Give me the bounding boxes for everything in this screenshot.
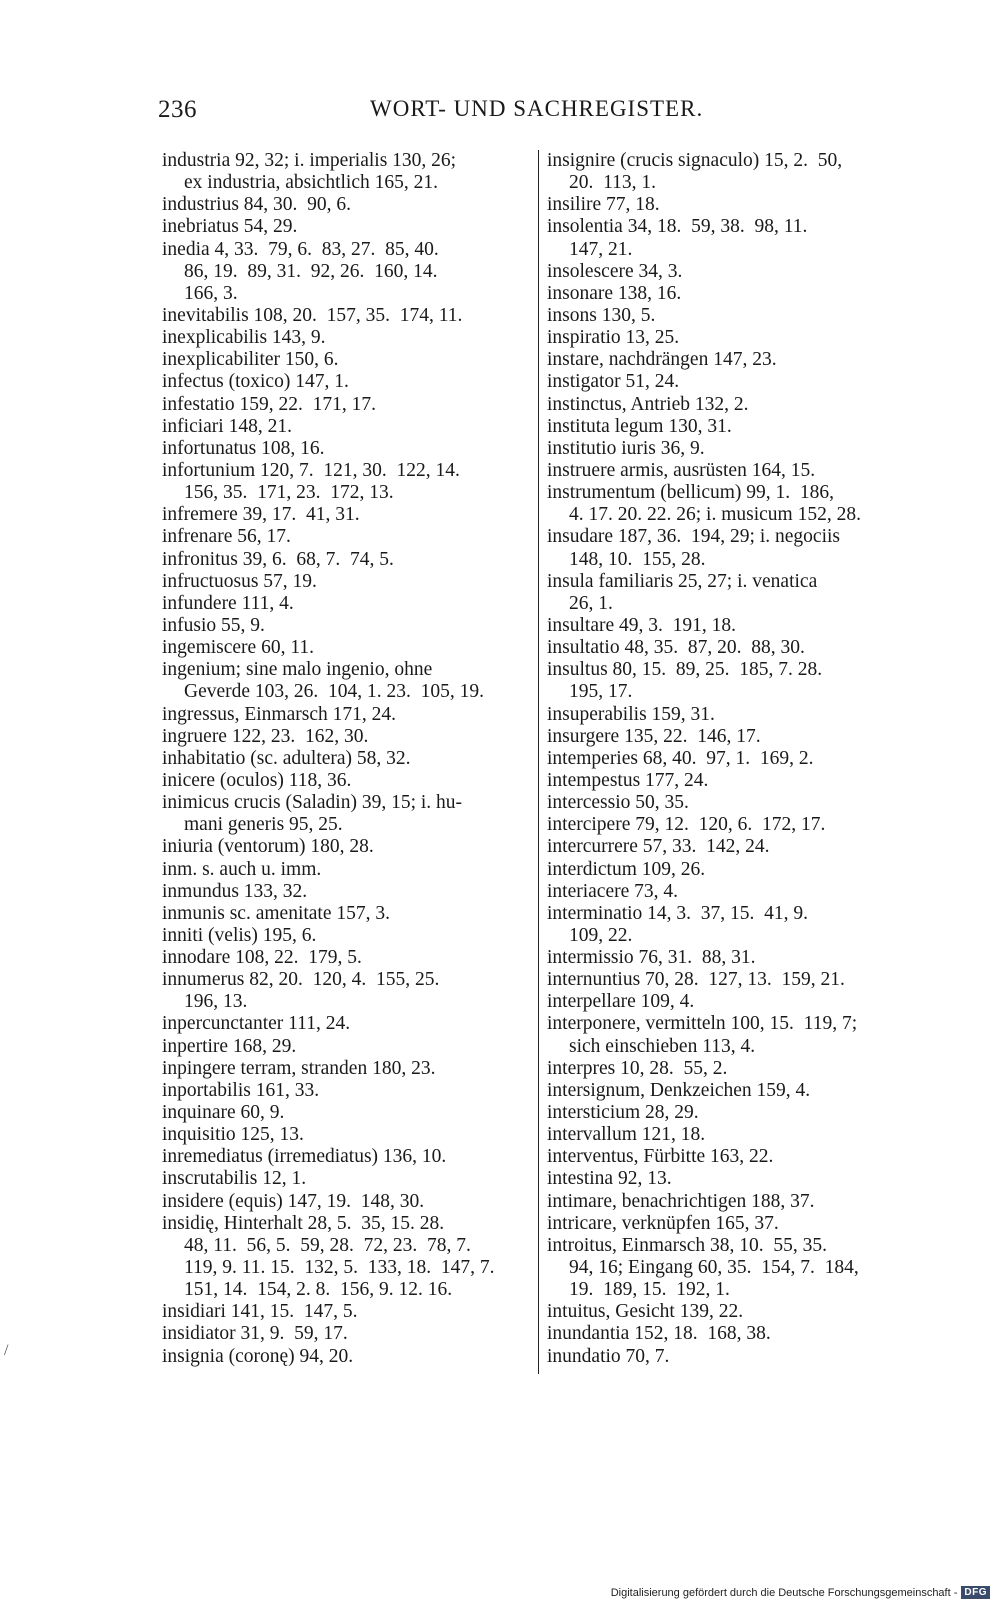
- index-entry: intercessio 50, 35.: [547, 792, 689, 814]
- index-entry: infundere 111, 4.: [162, 592, 294, 614]
- index-entry: inmunis sc. amenitate 157, 3.: [162, 902, 391, 924]
- index-entry-continuation: 26, 1.: [569, 592, 613, 614]
- index-entry-continuation: 151, 14. 154, 2. 8. 156, 9. 12. 16.: [184, 1279, 453, 1301]
- index-entry: insudare 187, 36. 194, 29; i. negociis: [547, 526, 841, 548]
- index-entry-continuation: 19. 189, 15. 192, 1.: [569, 1279, 730, 1301]
- index-entry: inicere (oculos) 118, 36.: [162, 769, 352, 791]
- index-entry: inebriatus 54, 29.: [162, 216, 298, 238]
- index-entry: interiacere 73, 4.: [547, 880, 679, 902]
- footer: [611, 1586, 990, 1599]
- index-entry: inedia 4, 33. 79, 6. 83, 27. 85, 40.: [162, 238, 439, 260]
- index-entry-continuation: 94, 16; Eingang 60, 35. 154, 7. 184,: [569, 1257, 859, 1279]
- index-entry: inficiari 148, 21.: [162, 415, 292, 437]
- index-entry-continuation: 20. 113, 1.: [569, 172, 657, 194]
- page-number: 236: [158, 96, 197, 123]
- index-entry: inm. s. auch u. imm.: [162, 858, 322, 880]
- index-entry: insultatio 48, 35. 87, 20. 88, 30.: [547, 637, 805, 659]
- index-entry: insultare 49, 3. 191, 18.: [547, 614, 737, 636]
- index-entry-continuation: 119, 9. 11. 15. 132, 5. 133, 18. 147, 7.: [184, 1257, 495, 1279]
- index-entry: industria 92, 32; i. imperialis 130, 26;: [162, 150, 457, 171]
- index-entry: intermissio 76, 31. 88, 31.: [547, 947, 756, 969]
- index-entry: insons 130, 5.: [547, 304, 656, 326]
- index-entry: ingemiscere 60, 11.: [162, 637, 314, 659]
- index-entry-continuation: 109, 22.: [569, 924, 633, 946]
- index-entry: intervallum 121, 18.: [547, 1124, 706, 1146]
- index-entry-continuation: 4. 17. 20. 22. 26; i. musicum 152, 28.: [569, 504, 861, 526]
- right-index-column: [547, 150, 915, 1368]
- index-entry: interminatio 14, 3. 37, 15. 41, 9.: [547, 902, 809, 924]
- index-entry: inmundus 133, 32.: [162, 880, 308, 902]
- index-entry: ingruere 122, 23. 162, 30.: [162, 725, 369, 747]
- index-entry: inimicus crucis (Saladin) 39, 15; i. hu-: [162, 792, 463, 814]
- index-entry: infortunatus 108, 16.: [162, 437, 325, 459]
- index-entry: intricare, verknüpfen 165, 37.: [547, 1212, 779, 1234]
- index-entry: inspiratio 13, 25.: [547, 327, 680, 349]
- index-entry-continuation: ex industria, absichtlich 165, 21.: [184, 172, 438, 194]
- index-entry: insuperabilis 159, 31.: [547, 703, 715, 725]
- index-entry: inundantia 152, 18. 168, 38.: [547, 1323, 771, 1345]
- index-entry: insonare 138, 16.: [547, 282, 682, 304]
- index-entry: insignire (crucis signaculo) 15, 2. 50,: [547, 150, 843, 171]
- index-entry: inhabitatio (sc. adultera) 58, 32.: [162, 747, 411, 769]
- left-index-column: [162, 150, 528, 1368]
- index-entry: insultus 80, 15. 89, 25. 185, 7. 28.: [547, 659, 823, 681]
- index-entry: intimare, benachrichtigen 188, 37.: [547, 1190, 815, 1212]
- index-entry: innodare 108, 22. 179, 5.: [162, 947, 362, 969]
- index-entry: instinctus, Antrieb 132, 2.: [547, 393, 749, 415]
- index-entry: inquisitio 125, 13.: [162, 1124, 304, 1146]
- index-entry: industrius 84, 30. 90, 6.: [162, 194, 352, 216]
- index-entry-continuation: 196, 13.: [184, 991, 248, 1013]
- index-entry: innumerus 82, 20. 120, 4. 155, 25.: [162, 969, 440, 991]
- index-entry: infrenare 56, 17.: [162, 526, 291, 548]
- index-entry: intercipere 79, 12. 120, 6. 172, 17.: [547, 814, 826, 836]
- index-entry: inevitabilis 108, 20. 157, 35. 174, 11.: [162, 304, 463, 326]
- index-entry: inpertire 168, 29.: [162, 1035, 297, 1057]
- index-entry: infortunium 120, 7. 121, 30. 122, 14.: [162, 459, 460, 481]
- index-entry: insolescere 34, 3.: [547, 260, 683, 282]
- index-entry: intemperies 68, 40. 97, 1. 169, 2.: [547, 747, 814, 769]
- index-entry: instituta legum 130, 31.: [547, 415, 732, 437]
- index-entry: interponere, vermitteln 100, 15. 119, 7;: [547, 1013, 858, 1035]
- index-entry: internuntius 70, 28. 127, 13. 159, 21.: [547, 969, 845, 991]
- running-head: WORT- UND SACHREGISTER.: [370, 96, 704, 121]
- index-entry: infronitus 39, 6. 68, 7. 74, 5.: [162, 548, 394, 570]
- index-entry: intempestus 177, 24.: [547, 769, 709, 791]
- index-entry: insidere (equis) 147, 19. 148, 30.: [162, 1190, 425, 1212]
- index-entry: intuitus, Gesicht 139, 22.: [547, 1301, 744, 1323]
- index-entry: inportabilis 161, 33.: [162, 1079, 320, 1101]
- dfg-logo: DFG: [961, 1586, 990, 1599]
- index-entry: insignia (coronę) 94, 20.: [162, 1345, 354, 1367]
- column-rule: [538, 150, 539, 1374]
- index-entry: inremediatus (irremediatus) 136, 10.: [162, 1146, 447, 1168]
- index-entry-continuation: 48, 11. 56, 5. 59, 28. 72, 23. 78, 7.: [184, 1234, 471, 1256]
- index-entry: infusio 55, 9.: [162, 614, 265, 636]
- index-entry: interventus, Fürbitte 163, 22.: [547, 1146, 774, 1168]
- index-entry: interpellare 109, 4.: [547, 991, 695, 1013]
- index-entry-continuation: 166, 3.: [184, 282, 238, 304]
- index-entry: insurgere 135, 22. 146, 17.: [547, 725, 761, 747]
- index-entry: intersticium 28, 29.: [547, 1102, 699, 1124]
- index-entry: inscrutabilis 12, 1.: [162, 1168, 307, 1190]
- index-entry: infremere 39, 17. 41, 31.: [162, 504, 360, 526]
- index-entry-continuation: 195, 17.: [569, 681, 633, 703]
- index-entry-continuation: 86, 19. 89, 31. 92, 26. 160, 14.: [184, 260, 438, 282]
- index-entry: inexplicabilis 143, 9.: [162, 327, 326, 349]
- index-entry: infructuosus 57, 19.: [162, 570, 317, 592]
- index-entry: insolentia 34, 18. 59, 38. 98, 11.: [547, 216, 808, 238]
- index-entry-continuation: Geverde 103, 26. 104, 1. 23. 105, 19.: [184, 681, 485, 703]
- index-entry: insidiari 141, 15. 147, 5.: [162, 1301, 358, 1323]
- index-entry: ingressus, Einmarsch 171, 24.: [162, 703, 396, 725]
- index-entry: insilire 77, 18.: [547, 194, 660, 216]
- index-entry: intersignum, Denkzeichen 159, 4.: [547, 1079, 811, 1101]
- index-entry: interdictum 109, 26.: [547, 858, 706, 880]
- index-entry: ingenium; sine malo ingenio, ohne: [162, 659, 433, 681]
- index-entry-continuation: mani generis 95, 25.: [184, 814, 343, 836]
- index-entry-continuation: 156, 35. 171, 23. 172, 13.: [184, 482, 394, 504]
- index-entry: infectus (toxico) 147, 1.: [162, 371, 349, 393]
- index-entry: intercurrere 57, 33. 142, 24.: [547, 836, 770, 858]
- index-entry-continuation: 147, 21.: [569, 238, 633, 260]
- index-entry: interpres 10, 28. 55, 2.: [547, 1057, 728, 1079]
- index-entry: infestatio 159, 22. 171, 17.: [162, 393, 376, 415]
- index-entry: inpercunctanter 111, 24.: [162, 1013, 351, 1035]
- footer-text: Digitalisierung gefördert durch die Deutsche Forschungsgemeinschaft -: [610, 1586, 958, 1599]
- index-entry: iniuria (ventorum) 180, 28.: [162, 836, 374, 858]
- index-entry: insidiator 31, 9. 59, 17.: [162, 1323, 348, 1345]
- index-entry: instruere armis, ausrüsten 164, 15.: [547, 459, 816, 481]
- index-entry-continuation: sich einschieben 113, 4.: [569, 1035, 756, 1057]
- index-entry-continuation: 148, 10. 155, 28.: [569, 548, 706, 570]
- index-entry: intestina 92, 13.: [547, 1168, 672, 1190]
- index-entry: inniti (velis) 195, 6.: [162, 924, 317, 946]
- index-entry: instigator 51, 24.: [547, 371, 680, 393]
- index-entry: inpingere terram, stranden 180, 23.: [162, 1057, 436, 1079]
- index-entry: insidię, Hinterhalt 28, 5. 35, 15. 28.: [162, 1212, 445, 1234]
- margin-mark: /: [4, 1342, 9, 1359]
- index-entry: introitus, Einmarsch 38, 10. 55, 35.: [547, 1234, 828, 1256]
- index-entry: inundatio 70, 7.: [547, 1345, 670, 1367]
- index-entry: insula familiaris 25, 27; i. venatica: [547, 570, 818, 592]
- index-entry: instrumentum (bellicum) 99, 1. 186,: [547, 482, 835, 504]
- index-entry: inquinare 60, 9.: [162, 1102, 285, 1124]
- index-entry: institutio iuris 36, 9.: [547, 437, 705, 459]
- index-entry: inexplicabiliter 150, 6.: [162, 349, 339, 371]
- index-entry: instare, nachdrängen 147, 23.: [547, 349, 777, 371]
